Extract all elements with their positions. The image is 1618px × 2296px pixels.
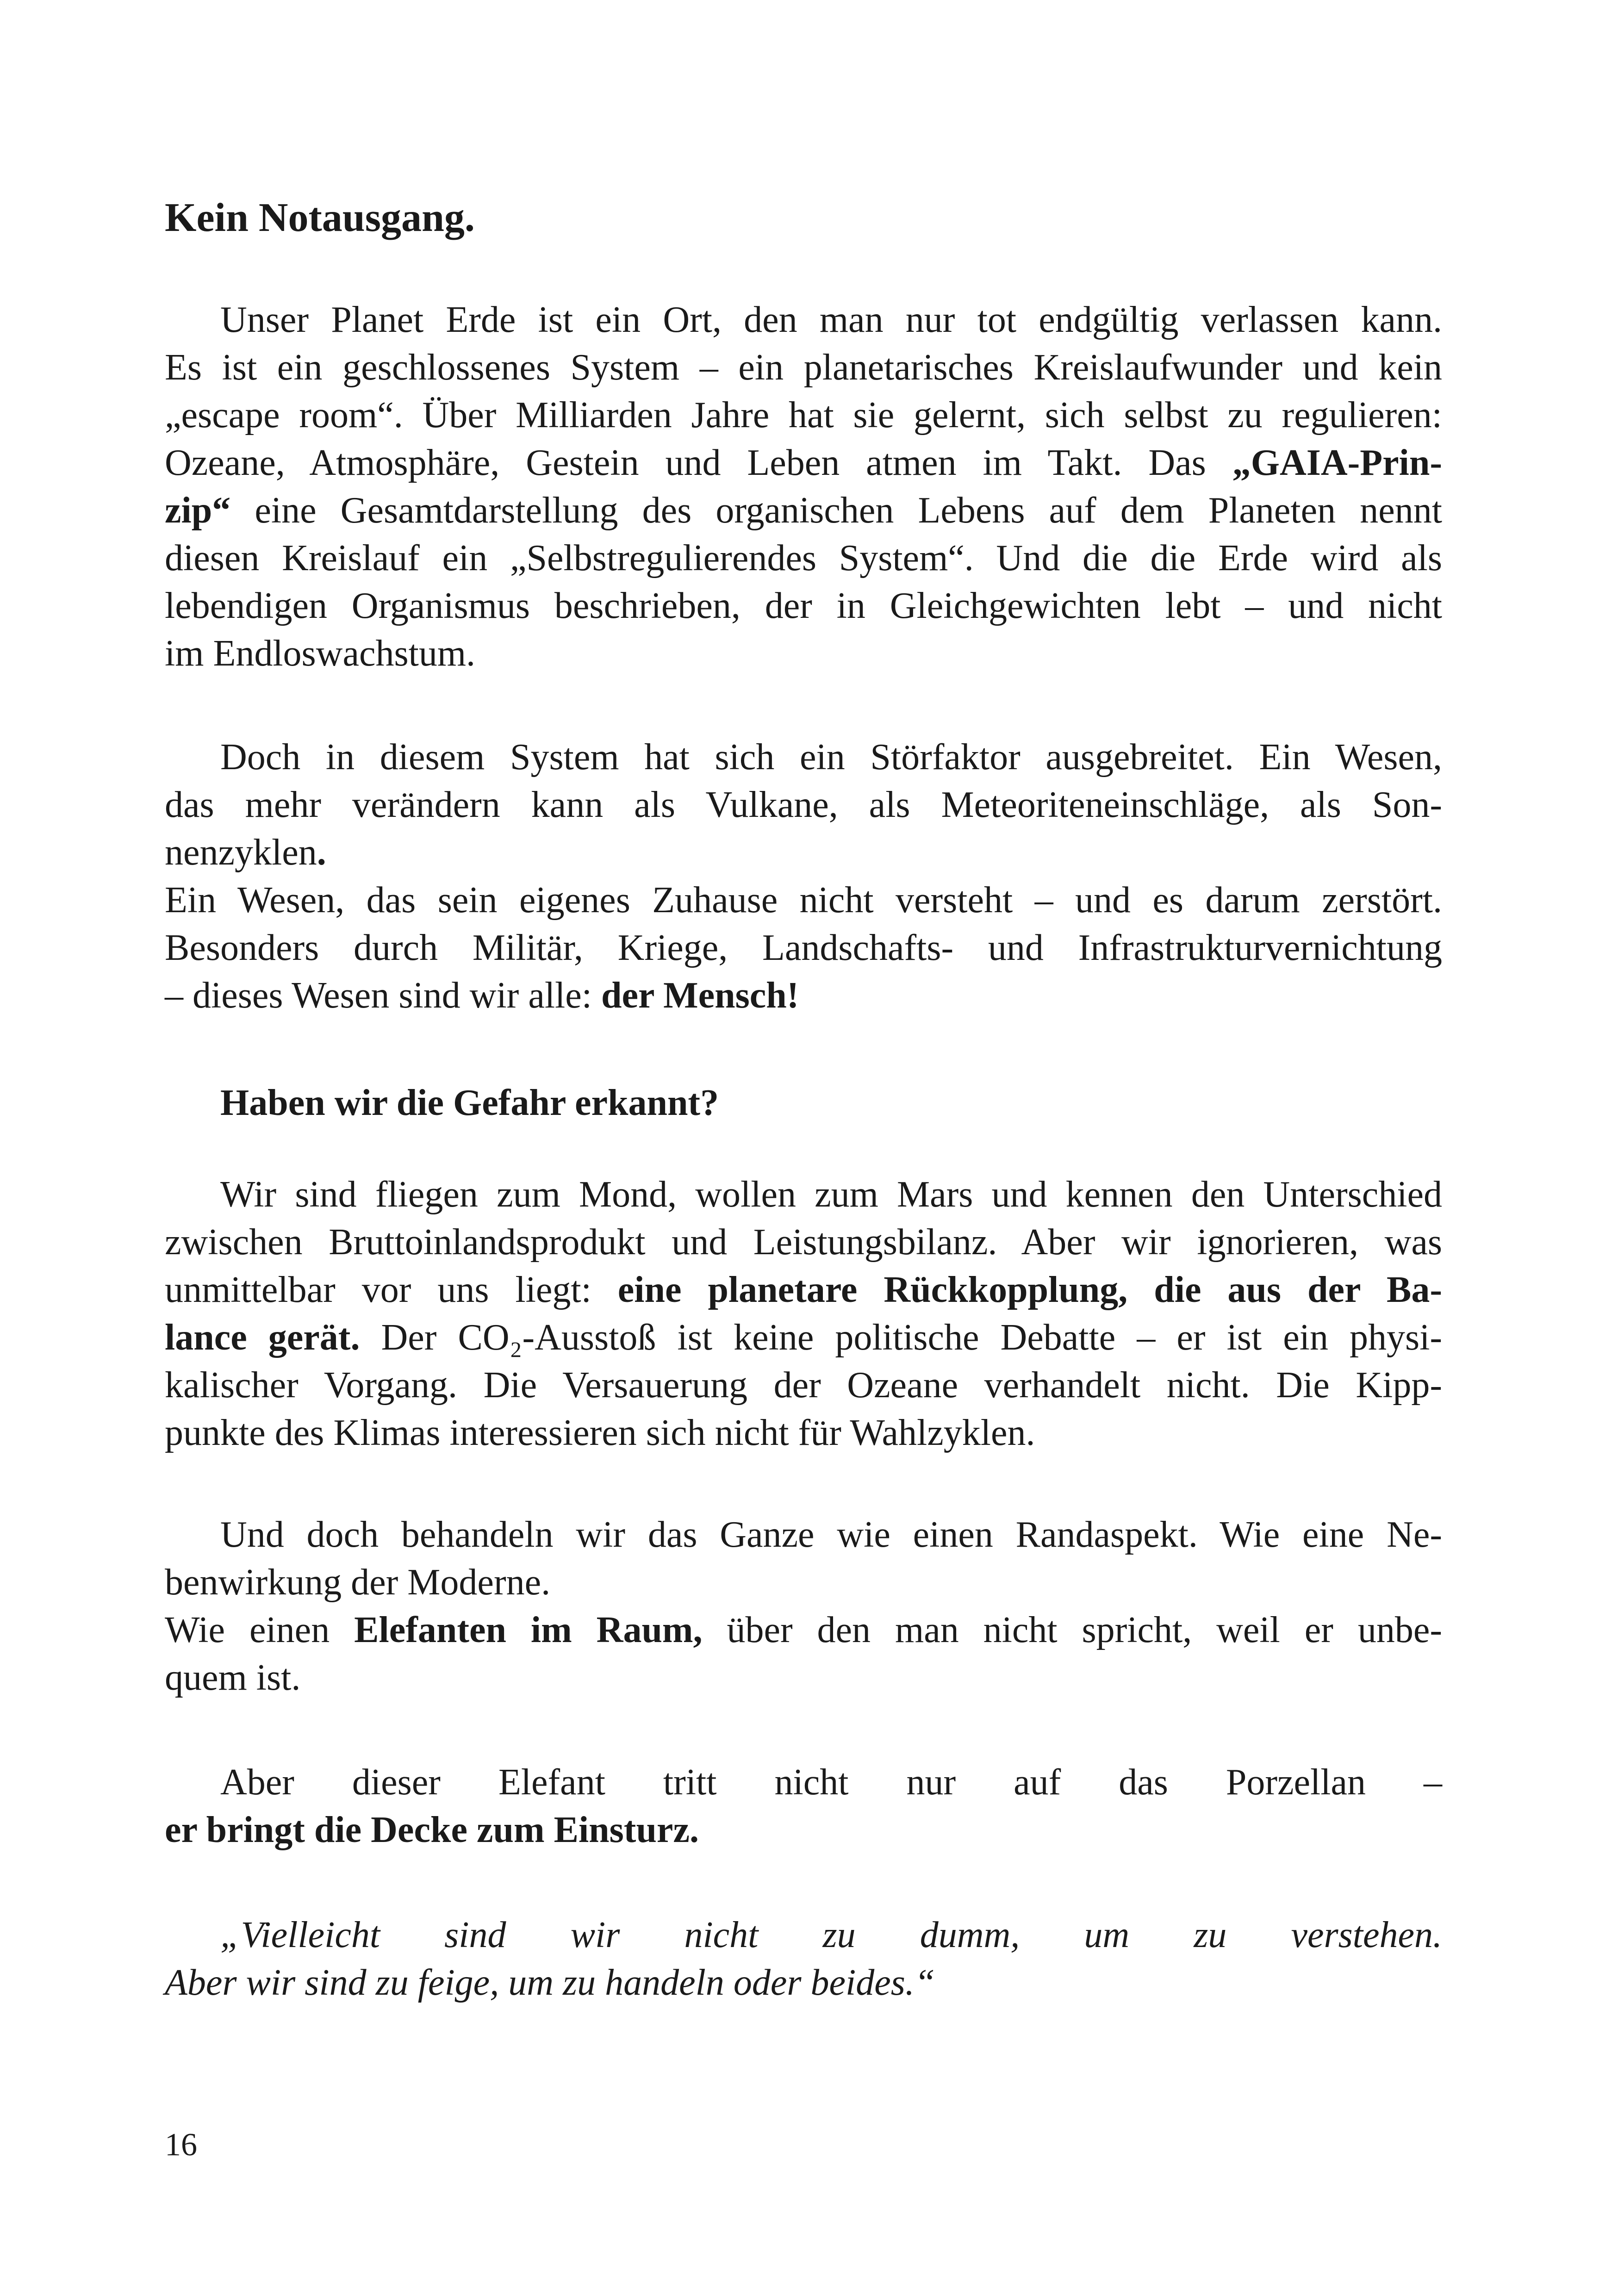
gaia-term-end: zip“ bbox=[165, 490, 231, 531]
rueckkopplung-emphasis: eine planetare Rückkopplung, die aus der Ba- bbox=[617, 1269, 1443, 1310]
paragraph-gaia bbox=[165, 296, 1442, 678]
text-line: Unser Planet Erde ist ein Ort, den man nur tot endgültig verlassen kann. bbox=[220, 299, 1442, 340]
paragraph-rueckkopplung bbox=[165, 1171, 1442, 1457]
paragraph-porzellan bbox=[165, 1759, 1442, 1854]
closing-quote bbox=[165, 1911, 1442, 2007]
text-line: Aber dieser Elefant tritt nicht nur auf das Porzellan – bbox=[220, 1762, 1442, 1803]
text-line: zwischen Bruttoinlandsprodukt und Leistungsbilanz. Aber wir ignorieren, was bbox=[165, 1222, 1442, 1263]
text-line: Wir sind fliegen zum Mond, wollen zum Mars und kennen den Unterschied bbox=[220, 1174, 1442, 1215]
quote-line: „Vielleicht sind wir nicht zu dumm, um zu verstehen. bbox=[220, 1915, 1442, 1955]
chapter-title: Kein Notausgang. bbox=[165, 195, 475, 240]
text-line: diesen Kreislauf ein „Selbstregulierendes System“. Und die die Erde wird als bbox=[165, 538, 1442, 579]
text-line: quem ist. bbox=[165, 1657, 301, 1698]
text-line: Doch in diesem System hat sich ein Störfaktor ausgebreitet. Ein Wesen, bbox=[220, 737, 1442, 778]
text-line: punkte des Klimas interessieren sich nicht für Wahlzyklen. bbox=[165, 1412, 1035, 1453]
text-line: Ein Wesen, das sein eigenes Zuhause nicht versteht – und es darum zerstört. bbox=[165, 880, 1442, 921]
elefant-emphasis: Elefanten im Raum, bbox=[354, 1610, 703, 1650]
text-line: „escape room“. Über Milliarden Jahre hat sie gelernt, sich selbst zu regulieren: bbox=[165, 395, 1442, 436]
einsturz-emphasis: er bringt die Decke zum Einsturz. bbox=[165, 1810, 699, 1850]
text-line: kalischer Vorgang. Die Versauerung der Ozeane verhandelt nicht. Die Kipp- bbox=[165, 1365, 1442, 1406]
text-line: lance gerät. Der CO₂-Ausstoß ist keine politische Debatte – er ist ein physi- bbox=[165, 1317, 1443, 1358]
der-mensch-emphasis: der Mensch! bbox=[601, 975, 799, 1016]
gaia-term: „GAIA-Prin- bbox=[1232, 442, 1442, 483]
text-line: das mehr verändern kann als Vulkane, als Meteoriteneinschläge, als Son- bbox=[165, 784, 1442, 825]
text-line: – dieses Wesen sind wir alle: der Mensch! bbox=[165, 975, 799, 1016]
text-line: Ozeane, Atmosphäre, Gestein und Leben atmen im Takt. Das „GAIA-Prin- bbox=[165, 442, 1442, 483]
text-line: unmittelbar vor uns liegt: eine planetare Rückkopplung, die aus der Ba- bbox=[165, 1269, 1443, 1310]
text-line: Wie einen Elefanten im Raum, über den man nicht spricht, weil er unbe- bbox=[165, 1610, 1442, 1650]
text-line: zip“ eine Gesamtdarstellung des organischen Lebens auf dem Planeten nennt bbox=[165, 490, 1442, 531]
text-line: Besonders durch Militär, Kriege, Landschafts- und Infrastrukturvernichtung bbox=[165, 927, 1442, 968]
text-line: lebendigen Organismus beschrieben, der in Gleichgewichten lebt – und nicht bbox=[165, 585, 1442, 626]
rueckkopplung-emphasis-end: lance gerät. bbox=[165, 1317, 360, 1358]
text-line: nenzyklen. bbox=[165, 832, 326, 873]
text-line: Und doch behandeln wir das Ganze wie einen Randaspekt. Wie eine Ne- bbox=[220, 1514, 1442, 1555]
text-line: Es ist ein geschlossenes System – ein planetarisches Kreislaufwunder und kein bbox=[165, 347, 1442, 388]
paragraph-stoerfaktor bbox=[165, 734, 1442, 1020]
paragraph-elefant bbox=[165, 1511, 1442, 1702]
section-subheading: Haben wir die Gefahr erkannt? bbox=[220, 1083, 719, 1123]
quote-line: Aber wir sind zu feige, um zu handeln oder beides.“ bbox=[165, 1962, 935, 2003]
text-line: benwirkung der Moderne. bbox=[165, 1562, 551, 1603]
text-line: im Endloswachstum. bbox=[165, 633, 476, 674]
page-number: 16 bbox=[165, 2127, 197, 2163]
